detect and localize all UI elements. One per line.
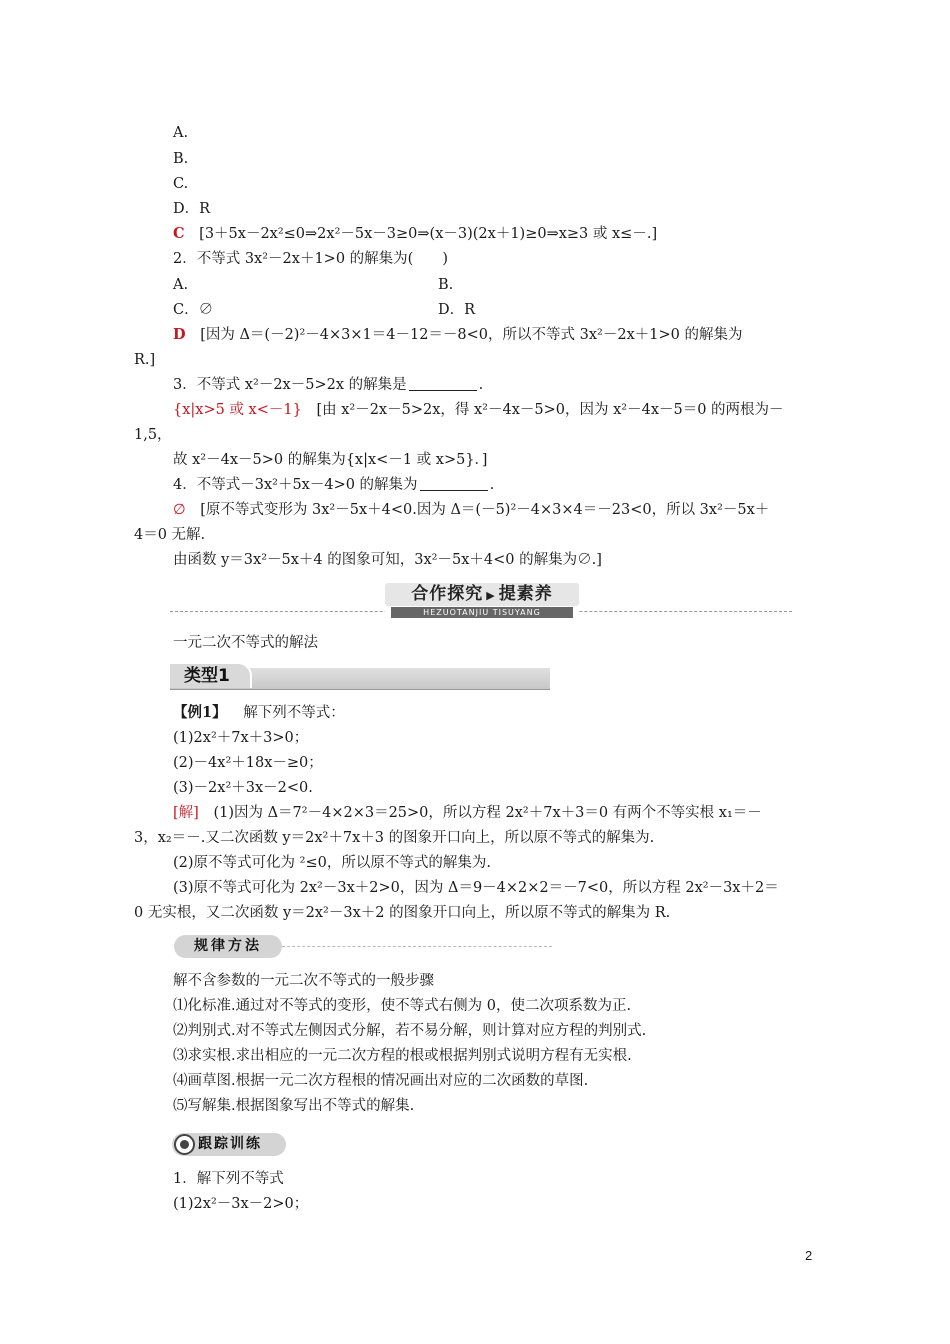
q4-explanation-1: [原不等式变形为 3x²－5x＋4<0.因为 Δ＝(－5)²－4×3×4＝－23<0，所以 3x²－5x＋ [200,502,770,518]
q3-solution [173,401,784,419]
banner-title: 合作探究 ▶ 提素养 [411,584,553,604]
target-icon [174,1134,195,1155]
example-solution-3b: 0 无实根，又二次函数 y＝2x²－3x＋2 的图象开口向上，所以原不等式的解集为 R. [134,905,671,921]
answer-blank [420,478,488,491]
q2-explanation-1: [因为 Δ＝(－2)²－4×3×1＝4－12＝－8<0，所以不等式 3x²－2x＋1>0 的解集为 [200,327,743,343]
q4-answer: ∅ [173,502,186,518]
type-tab [170,662,252,688]
training-label: 跟踪训练 [198,1136,262,1152]
example-part-2: (2)－4x²＋18x－≥0； [173,755,323,771]
q1-answer: C [173,225,185,242]
section-banner [385,583,579,619]
q3-explanation-1: [由 x²－2x－5>2x，得 x²－4x－5>0，因为 x²－4x－5＝0 的两根为－ [316,402,784,418]
q4-explanation-3: 由函数 y＝3x²－5x＋4 的图象可知，3x²－5x＋4<0 的解集为∅.] [173,552,602,568]
method-tab: 规律方法 [174,935,282,958]
solution-tag: [解] [173,805,199,821]
q2-explanation-2: R.] [134,352,156,368]
type-label: 类型1 [170,664,250,688]
example-part-3: (3)－2x²＋3x－2<0. [173,780,313,796]
q2-option-a: A. [173,277,189,293]
answer-blank [409,378,477,391]
q3-stem: 3．不等式 x²－2x－5>2x 的解集是 . [173,377,484,393]
training-question-1-part-1: (1)2x²－3x－2>0； [173,1196,309,1212]
q1-option-c: C. [173,176,189,192]
q1-solution [173,225,657,243]
page-number: 2 [805,1248,813,1263]
q4-explanation-2: 4＝0 无解. [134,527,206,543]
method-step-4: ⑷画草图.根据一元二次方程根的情况画出对应的二次函数的草图. [173,1073,589,1089]
q2-option-d: D．R [438,302,476,318]
training-question-1: 1．解下列不等式 [173,1171,284,1187]
section-heading: 一元二次不等式的解法 [173,635,318,651]
q2-option-b: B. [438,277,454,293]
method-step-3: ⑶求实根.求出相应的一元二次方程的根或根据判别式说明方程有无实根. [173,1048,632,1064]
example-title: 【例1】 解下列不等式： [173,704,345,721]
q2-option-c: C．∅ [173,302,214,318]
q1-option-d: D．R [173,201,211,217]
chevron-right-icon: ▶ [486,589,496,602]
method-step-5: ⑸写解集.根据图象写出不等式的解集. [173,1098,415,1114]
example-solution-1b: 3，x₂＝－.又二次函数 y＝2x²＋7x＋3 的图象开口向上，所以原不等式的解集为. [134,830,655,846]
method-step-1: ⑴化标准.通过对不等式的变形，使不等式右侧为 0，使二次项系数为正. [173,998,632,1014]
training-tab [172,1133,286,1156]
example-solution-3: (3)原不等式可化为 2x²－3x＋2>0，因为 Δ＝9－4×2×2＝－7<0，所以方程 2x²－3x＋2＝ [173,880,779,896]
example-solution-1: [解] (1)因为 Δ＝7²－4×2×3＝25>0，所以方程 2x²＋7x＋3＝0 有两个不等实根 x₁＝－ [173,805,762,821]
q3-explanation-2: 1,5， [134,427,172,443]
example-solution-2: (2)原不等式可化为 ²≤0，所以原不等式的解集为. [173,855,491,871]
q1-option-b: B. [173,151,189,167]
q1-option-a: A. [173,125,189,141]
q2-stem: 2．不等式 3x²－2x＋1>0 的解集为( ) [173,251,448,267]
method-intro: 解不含参数的一元二次不等式的一般步骤 [173,973,434,989]
q3-explanation-3: 故 x²－4x－5>0 的解集为{x|x<－1 或 x>5}．] [173,452,488,468]
q4-stem: 4．不等式－3x²＋5x－4>0 的解集为 . [173,477,495,493]
q4-solution [173,501,769,519]
q2-answer: D [173,326,186,343]
method-step-2: ⑵判别式.对不等式左侧因式分解，若不易分解，则计算对应方程的判别式. [173,1023,647,1039]
q1-explanation: [3＋5x－2x²≤0⇒2x²－5x－3≥0⇒(x－3)(2x＋1)≥0⇒x≥3 或 x≤－.] [199,226,658,242]
method-divider [282,946,552,947]
q2-solution [173,326,742,344]
example-part-1: (1)2x²＋7x＋3>0； [173,730,309,746]
banner-subtitle: HEZUOTANJIU TISUYANG [391,607,573,618]
q3-answer: {x|x>5 或 x<－1} [173,402,302,418]
